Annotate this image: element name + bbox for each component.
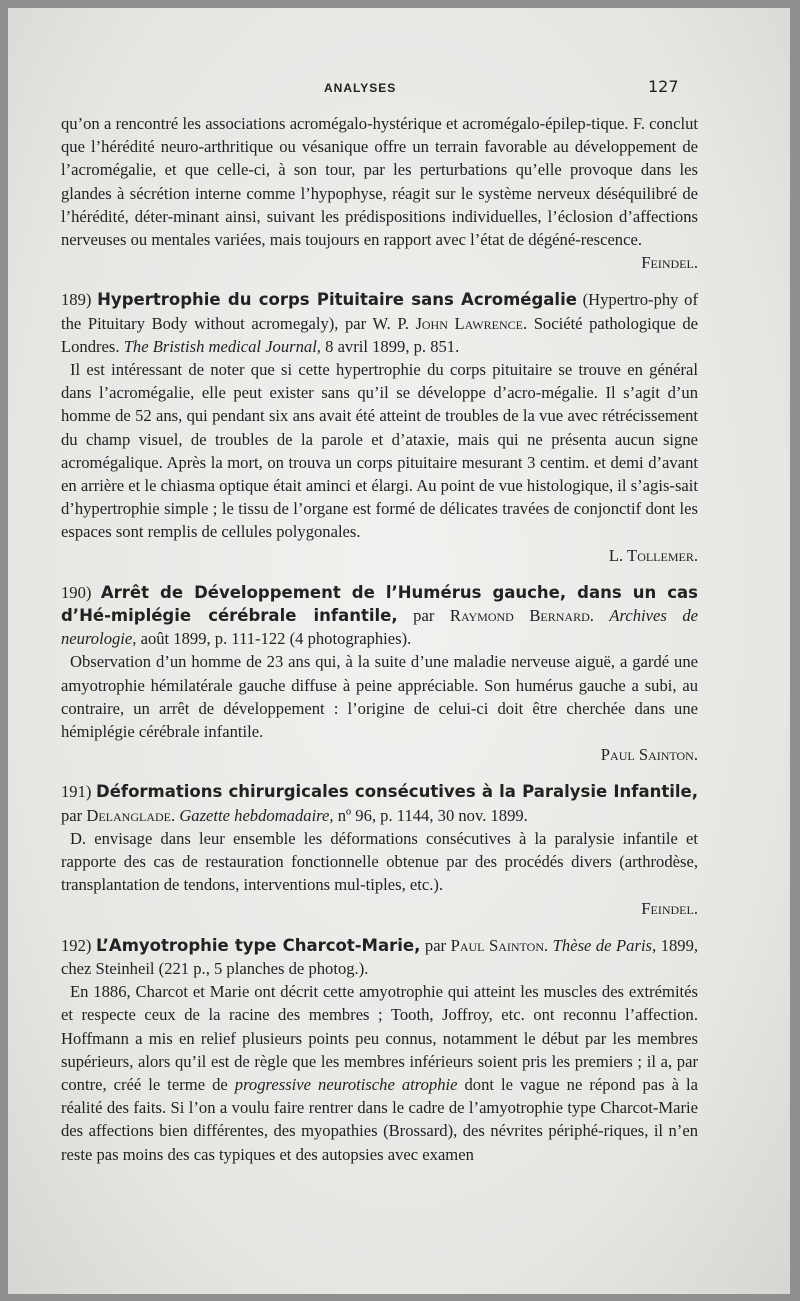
entry-title: Arrêt de Développement de l’Humérus gauche, dans un cas d’Hé-miplégie cérébrale infantile, xyxy=(61,582,698,626)
entry-heading xyxy=(61,288,698,358)
entry-title: Déformations chirurgicales consécutives à la Paralysie Infantile, xyxy=(96,782,699,802)
entry-body-text-continued: dont le vague ne répond pas à la réalité des faits. Si l’on a voulu faire rentrer dans le cadre de l’amyotrophie type Charcot-Marie des affections bien différentes, des myopathies (Brossard), des névrites périphé-riques, il n’en reste pas moins des cas typiques et des autopsies avec examen xyxy=(61,1074,698,1164)
entry-reference: par xyxy=(413,606,435,626)
entry-heading xyxy=(61,780,698,826)
entry-body-term: progressive neurotische atrophie xyxy=(234,1074,458,1094)
entry-author: Paul Sainton. xyxy=(450,935,549,955)
entry-number: 192) xyxy=(61,935,92,955)
entry-189 xyxy=(61,288,698,566)
entry-journal: The Bristish medical Journal, xyxy=(123,336,321,356)
entry-heading xyxy=(61,934,698,980)
entry-body: Il est intéressant de noter que si cette hypertrophie du corps pituitaire se trouve en général dans l’acromégalie, elle peut exister sans qu’il se développe d’acro-mégalie. Il s’agit d’un homme de 52 ans, qui pendant six ans avait été atteint de troubles de la vue avec rétrécissement du champ visuel, de troubles de la parole et d’ataxie, mais qui ne présenta aucun signe acromégalique. Après la mort, on trouva un corps pituitaire mesurant 3 centim. et demi d’avant en arrière et le chiasma optique était aminci et élargi. Au point de vue histologique, il s’agis-sait d’hypertrophie simple ; le tissu de l’organe est formé de délicates travées de conjonctif dont les espaces sont remplis de cellules polygonales. xyxy=(61,360,698,542)
entry-number: 191) xyxy=(61,782,92,802)
entry-author: John Lawrence. xyxy=(415,313,528,333)
entry-title: Hypertrophie du corps Pituitaire sans Acromégalie xyxy=(97,290,577,310)
page-number: 127 xyxy=(648,77,679,96)
entry-date: 1899, chez Steinheil (221 p., 5 planches de photog.). xyxy=(61,935,699,978)
entry-body: D. envisage dans leur ensemble les déformations consécutives à la paralysie infantile et rapporte des cas de restauration fonctionnelle obtenue par des procédés divers (arthrodèse, transplantation de tendons, interventions mul-tiples, etc.). xyxy=(61,828,698,895)
entry-reference: par xyxy=(424,935,447,955)
entry-191 xyxy=(61,780,698,919)
intro-signature: Feindel. xyxy=(641,253,698,273)
entry-190 xyxy=(61,581,698,767)
entry-reference: par xyxy=(61,805,83,825)
entry-body xyxy=(61,980,698,1166)
entry-title: L’Amyotrophie type Charcot-Marie, xyxy=(95,935,421,955)
entry-heading xyxy=(61,581,698,651)
entry-signature: Feindel. xyxy=(641,898,698,918)
entry-192 xyxy=(61,934,698,1166)
entry-journal: Gazette hebdomadaire, xyxy=(179,805,334,825)
entry-author: Delanglade. xyxy=(86,805,176,825)
entry-reference-society: Société pathologique de Londres. xyxy=(61,313,698,356)
running-head: ANALYSES xyxy=(324,81,397,95)
entry-date: 8 avril 1899, p. 851. xyxy=(325,336,460,356)
entry-signature: Paul Sainton. xyxy=(600,745,698,765)
document-page xyxy=(8,8,790,1294)
entry-signature: L. Tollemer. xyxy=(608,545,698,565)
entry-journal: Thèse de Paris, xyxy=(552,935,657,955)
entry-date: nº 96, p. 1144, 30 nov. 1899. xyxy=(337,805,528,825)
entry-date: août 1899, p. 111-122 (4 photographies). xyxy=(140,629,412,649)
entry-body-text: En 1886, Charcot et Marie ont décrit cette amyotrophie qui atteint les muscles des extrémités et respecte ceux de la racine des membres ; Tooth, Joffroy, etc. ont reconnu l’affection. Hoffmann a mis en relief plusieurs points peu connus, notamment le début par les membres supérieurs, alors qu’il est de règle que les membres inférieurs soient pris les premiers ; il a, par contre, créé le terme de xyxy=(61,982,698,1094)
entry-reference: (Hypertro-phy of the Pituitary Body without acromegaly), par W. P. xyxy=(61,290,698,333)
page-body xyxy=(61,112,698,1166)
entry-number: 189) xyxy=(61,290,92,310)
entry-number: 190) xyxy=(61,582,92,602)
entry-journal: Archives de neurologie, xyxy=(61,606,699,649)
page-header xyxy=(8,77,790,99)
entry-author: Raymond Bernard. xyxy=(449,606,594,626)
entry-body: Observation d’un homme de 23 ans qui, à la suite d’une maladie nerveuse aiguë, a gardé une amyotrophie hémilatérale gauche diffuse à peine appréciable. Son humérus gauche a subi, au contraire, un arrêt de développement : l’origine de celui-ci doit être cherchée dans une hémiplégie cérébrale infantile. xyxy=(61,652,698,742)
intro-paragraph: qu’on a rencontré les associations acromégalo-hystérique et acromégalo-épilep-tique. F. conclut que l’hérédité neuro-arthritique ou vésanique offre un terrain favorable au développement de l’acromégalie, et que celle-ci, à son tour, par les perturbations qu’elle provoque dans les glandes à sécrétion interne comme l’hypophyse, réagit sur le système nerveux déséquilibré de l’hérédité, déter-minant ainsi, suivant les prédispositions individuelles, l’éclosion d’affections nerveuses ou mentales variées, mais toujours en rapport avec l’état de dégéné-rescence. xyxy=(61,114,698,250)
